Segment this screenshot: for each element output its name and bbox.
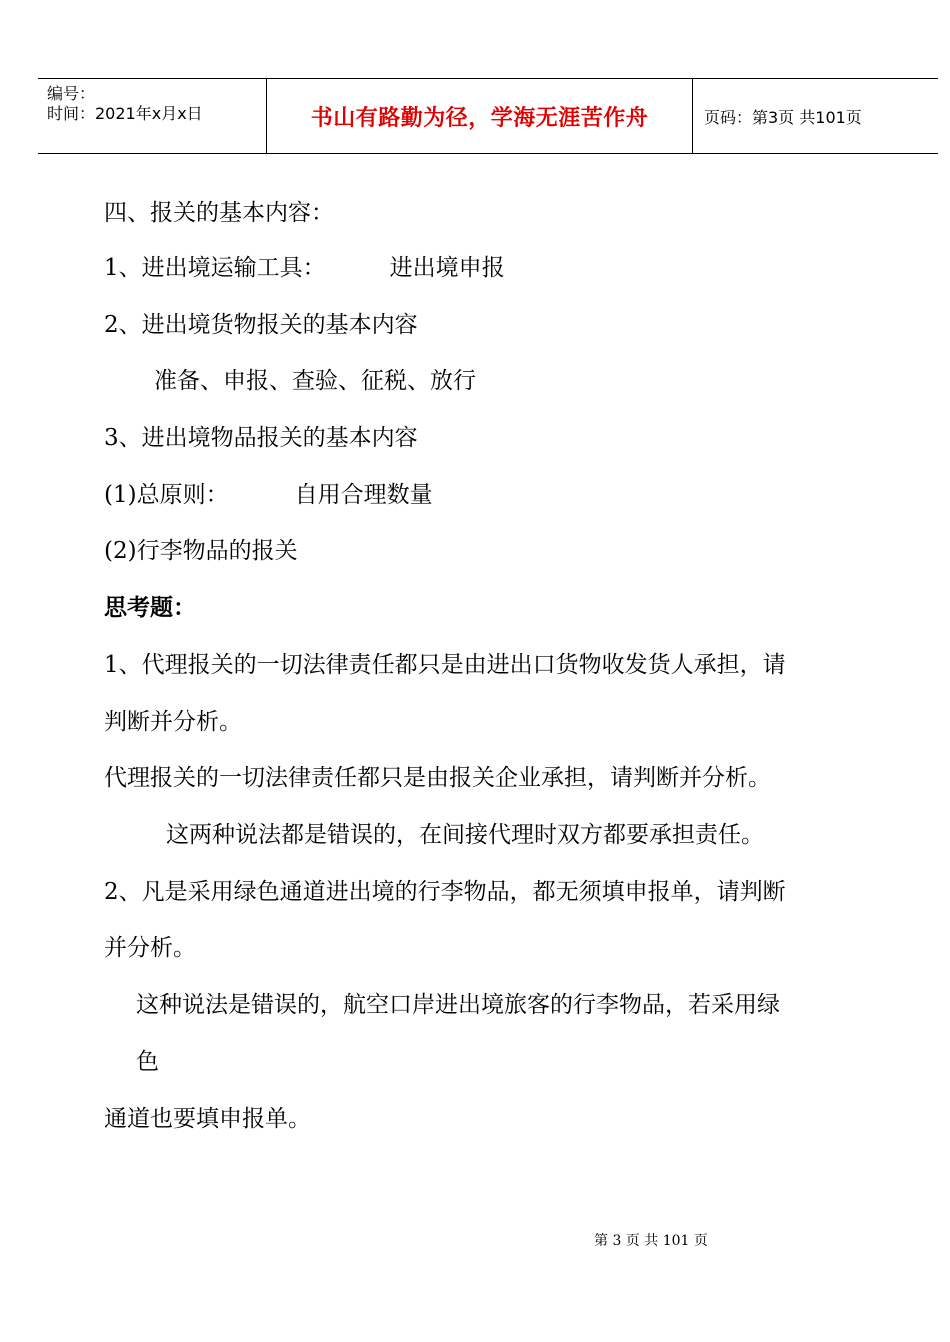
item-3-sub-2: (2)行李物品的报关 [104, 538, 298, 564]
question-1-line-2: 判断并分析。 [104, 709, 242, 735]
question-2-answer-line-1: 这种说法是错误的，航空口岸进出境旅客的行李物品，若采用绿 [136, 992, 780, 1018]
item-2: 2、进出境货物报关的基本内容 [104, 312, 418, 338]
item-3-sub-1 [104, 480, 433, 510]
header-right-cell [693, 79, 938, 153]
item-3: 3、进出境物品报关的基本内容 [104, 425, 418, 451]
document-header [38, 78, 938, 154]
header-middle-cell [267, 79, 693, 153]
item-3-sub-1-label: (1)总原则： [104, 482, 229, 508]
serial-number-label: 编号： [47, 84, 96, 103]
question-1-line-1: 1、代理报关的一切法律责任都只是由进出口货物收发货人承担，请 [104, 652, 786, 678]
page-footer: 第 3 页 共 101 页 [594, 1233, 708, 1249]
question-2-answer-line-3: 通道也要填申报单。 [104, 1106, 311, 1132]
section-title: 四、报关的基本内容： [104, 200, 334, 226]
question-2-line-1: 2、凡是采用绿色通道进出境的行李物品，都无须填申报单，请判断 [104, 879, 786, 905]
questions-title: 思考题： [104, 594, 196, 621]
question-2-line-2: 并分析。 [104, 935, 196, 961]
header-page-info: 页码：第3页 共101页 [704, 108, 862, 127]
item-3-sub-1-value: 自用合理数量 [294, 482, 433, 508]
item-2-detail: 准备、申报、查验、征税、放行 [154, 368, 476, 394]
header-left-cell [38, 79, 267, 153]
question-1-line-3: 代理报关的一切法律责任都只是由报关企业承担，请判断并分析。 [104, 765, 771, 791]
date-label: 时间：2021年x月x日 [47, 104, 203, 123]
question-2-answer-line-2: 色 [136, 1049, 159, 1075]
question-1-answer: 这两种说法都是错误的，在间接代理时双方都要承担责任。 [166, 822, 764, 848]
item-1 [104, 253, 505, 283]
item-1-value: 进出境申报 [389, 255, 505, 281]
item-1-label: 1、进出境运输工具： [104, 255, 326, 281]
header-motto: 书山有路勤为径，学海无涯苦作舟 [310, 106, 649, 131]
